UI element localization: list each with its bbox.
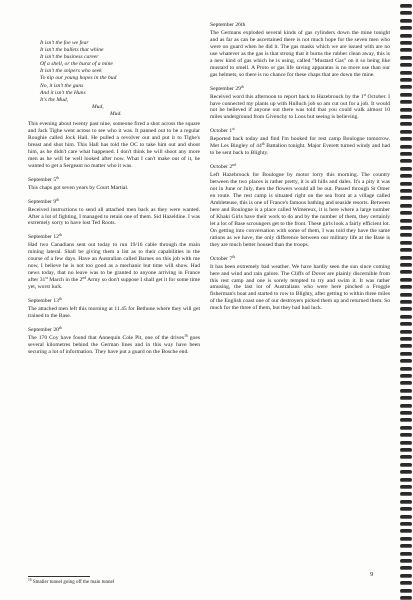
- binding-ring: [400, 93, 412, 97]
- binding-ring: [400, 182, 412, 186]
- binding-ring: [400, 167, 412, 171]
- binding-ring: [400, 396, 412, 400]
- binding-ring: [400, 85, 412, 89]
- poem-line: It isn't the business career: [40, 54, 99, 61]
- binding-ring: [400, 56, 412, 60]
- page-number: 9: [370, 571, 374, 578]
- binding-ring: [400, 566, 412, 570]
- binding-ring: [400, 233, 412, 237]
- diary-entry: [28, 234, 200, 291]
- binding-ring: [400, 100, 412, 104]
- binding-ring: [400, 352, 412, 356]
- entry-text: Reported back today and find I'm booked for rest camp Boulogne tomorrow. Met Les Bingley of 44th Battalion tonight. Major Everett turned windy and had to be sent back to Blighty.: [210, 136, 390, 157]
- spiral-binding: [399, 0, 413, 600]
- diary-entry: [28, 327, 200, 356]
- binding-ring: [400, 34, 412, 38]
- binding-ring: [400, 241, 412, 245]
- right-column: [210, 22, 390, 312]
- entry-text: Had two Canadians sent out today to run 19/16 cable through the main mining lateral. Shall be giving them a list as to their capabilities in the course of a few days. Have an Australian called Barnes on this job with me now, I believe he is not too good as a mechanic but time will show. Had news today, that no leave was to be granted to anyone arriving in France after 31st March in the 2nd Army so don't suppose I shall get it for some time yet, worst luck.: [28, 242, 200, 291]
- binding-ring: [400, 455, 412, 459]
- binding-ring: [400, 581, 412, 585]
- binding-ring: [400, 492, 412, 496]
- poem-line: To nip our young hopes in the bud: [40, 75, 117, 82]
- intro-paragraph: This evening about twenty past nine, someone fired a shot across the square and Jack Tighe went across to see who it was. It panned out to be a regular Roughie called Jock Hall. He pulled a revolver out and put it to Tighe's breast and shot him. This Hall has told the OC to take him out and shoot him, as he didn't care what happened. I don't think he will shoot any more men as he will be well looked after now. What I can't make out of it, he wanted to get a Sergeant no matter who it was.: [28, 121, 200, 169]
- binding-ring: [400, 137, 412, 141]
- binding-ring: [400, 226, 412, 230]
- diary-entry: [28, 177, 200, 192]
- binding-ring: [400, 433, 412, 437]
- binding-ring: [400, 122, 412, 126]
- binding-ring: [400, 574, 412, 578]
- binding-ring: [400, 285, 412, 289]
- entry-date: September 29th: [210, 84, 244, 92]
- entry-text: The attached men left this morning at 11.45 for Bethune where they will get trained to the Base.: [28, 306, 200, 319]
- entry-date: September 13th: [28, 297, 62, 305]
- binding-ring: [400, 307, 412, 311]
- binding-ring: [400, 537, 412, 541]
- binding-ring: [400, 189, 412, 193]
- entry-date: September 9th: [28, 197, 59, 205]
- binding-ring: [400, 485, 412, 489]
- binding-ring: [400, 322, 412, 326]
- binding-ring: [400, 293, 412, 297]
- binding-ring: [400, 196, 412, 200]
- binding-ring: [400, 500, 412, 504]
- binding-ring: [400, 389, 412, 393]
- entry-text: It has been extremely bad weather. We have hardly seen the sun since coming here and wind and rain galore. The Cliffs of Dover are plainly discernible from this rest camp and one is sorely tempted to try and swim it. It was rather amusing, the last lot of Australians who were here pinched a Froggie fisherman's boat and started to row to Blighty, after getting to within three miles of the English coast one of our destroyers picked them up and returned them. So much for the three of them, but they had bad luck.: [210, 263, 390, 312]
- diary-entry: [28, 298, 200, 320]
- entry-date: October 1st: [210, 127, 235, 135]
- entry-date: September 5th: [28, 175, 59, 183]
- binding-ring: [400, 26, 412, 30]
- footnote: $^{16}$ Smaller tunnel going off the main tunnel: [28, 578, 115, 585]
- binding-ring: [400, 300, 412, 304]
- binding-ring: [400, 418, 412, 422]
- binding-ring: [400, 515, 412, 519]
- binding-ring: [400, 589, 412, 593]
- diary-entry: [210, 256, 390, 313]
- binding-ring: [400, 159, 412, 163]
- poem-line: It's the Mud,: [40, 96, 69, 103]
- binding-ring: [400, 559, 412, 563]
- binding-ring: [400, 41, 412, 45]
- binding-ring: [400, 529, 412, 533]
- left-column: [28, 22, 200, 356]
- diary-entry: [210, 22, 390, 79]
- binding-ring: [400, 470, 412, 474]
- binding-ring: [400, 78, 412, 82]
- binding-ring: [400, 270, 412, 274]
- binding-ring: [400, 330, 412, 334]
- binding-ring: [400, 19, 412, 23]
- binding-ring: [400, 426, 412, 430]
- binding-ring: [400, 478, 412, 482]
- binding-ring: [400, 507, 412, 511]
- binding-ring: [400, 404, 412, 408]
- entry-text: Left Hazebrouck for Boulogne by motor lorry this morning. The country between the two places is rather pretty, it is all hills and dales. It's a pity it was not in June or July, then the flowers would all be out. Passed through St Omer en route. The rest camp is situated right on the sea front at a village called Ambleteuse, this is one of France's famous bathing and seaside resorts. Between here and Boulogne is a place called Wimereux, it is here where a large number of Khaki Girls have their work to do and by the number of them, they certainly let a lot of Base scroungers get to the front. These girls look a fairly efficient lot. On getting into conversation with some of them, I was told they have the same rations as we have, the only difference between our military life at the Base is they are much better housed than the troops.: [210, 172, 390, 248]
- poem-line: Of a shell, or the burst of a mine: [40, 61, 113, 68]
- binding-ring: [400, 463, 412, 467]
- binding-ring: [400, 411, 412, 415]
- entry-text: This chaps got seven years by Court Martial.: [28, 184, 129, 191]
- binding-ring: [400, 4, 412, 8]
- binding-ring: [400, 219, 412, 223]
- entry-date: September 12th: [28, 233, 62, 241]
- footnote-rule: [28, 576, 90, 577]
- entry-text: Received word this afternoon to report back to Hazebrouck by the 1st October. I have connected my plants up with Hulluch job so am cut out for a job. It would not be believed if anyone out there was told that you could walk almost 10 miles underground from Givenchy to Loos but seeing is believing.: [210, 92, 391, 121]
- binding-ring: [400, 115, 412, 119]
- binding-ring: [400, 374, 412, 378]
- binding-ring: [400, 337, 412, 341]
- entry-text: The 170 Coy have found that Annequin Cole Pit, one of the drives$^{16}$ goes several kilometres behind the German lines and in this way have been securing a lot of information. They have put a guard on the Bosche end.: [28, 333, 200, 355]
- diary-entry: [210, 128, 390, 157]
- binding-ring: [400, 315, 412, 319]
- binding-ring: [400, 596, 412, 600]
- binding-ring: [400, 278, 412, 282]
- poem-line: Mud,: [92, 103, 104, 110]
- entry-text: The Germans exploded several kinds of gas cylinders down the mine tonight and as far as can be ascertained there is not much hope for the seven men who were on guard when he did it. The gas masks which we are issued with are no use whatever as the gas is that strong that it burns the rubber clean away, this is a new kind of gas which he is using, called "Mustard Gas" on it so being like mustard to smell. A Proto or gas life saving apparatus is no more use than our gas helmets, so there is no chance for these chaps that are down the mine.: [210, 29, 390, 78]
- binding-ring: [400, 359, 412, 363]
- poem-line: Mud.: [110, 110, 122, 117]
- binding-ring: [400, 204, 412, 208]
- entry-date: September 26th: [210, 22, 246, 28]
- diary-entry: [210, 86, 390, 122]
- binding-ring: [400, 145, 412, 149]
- diary-entry: [210, 164, 390, 248]
- binding-ring: [400, 130, 412, 134]
- binding-ring: [400, 174, 412, 178]
- entry-text: Received instructions to send all attached men back as they were wanted. After a lot of fighting, I managed to retain one of them. Sid Hazeldine. I was extremely sorry to have lost Ted Roots.: [28, 206, 200, 227]
- poem-line: It isn't the bullets that whine: [40, 47, 104, 54]
- binding-ring: [400, 367, 412, 371]
- binding-ring: [400, 381, 412, 385]
- diary-entry: [28, 199, 200, 228]
- binding-ring: [400, 11, 412, 15]
- binding-ring: [400, 48, 412, 52]
- entry-date: September 20th: [28, 325, 62, 333]
- binding-ring: [400, 344, 412, 348]
- binding-ring: [400, 256, 412, 260]
- binding-ring: [400, 108, 412, 112]
- binding-ring: [400, 522, 412, 526]
- binding-ring: [400, 152, 412, 156]
- binding-ring: [400, 263, 412, 267]
- poem-line: It isn't the foe we fear: [40, 40, 89, 46]
- binding-ring: [400, 211, 412, 215]
- binding-ring: [400, 552, 412, 556]
- binding-ring: [400, 448, 412, 452]
- poem-line: And it isn't the Huns: [40, 89, 86, 96]
- poem-line: No, it isn't the guns: [40, 82, 84, 89]
- entry-date: October 2nd: [210, 163, 236, 171]
- poem-line: It isn't the snipers who seek: [40, 68, 102, 75]
- binding-ring: [400, 248, 412, 252]
- binding-ring: [400, 441, 412, 445]
- binding-ring: [400, 63, 412, 67]
- poem: [40, 40, 200, 118]
- binding-ring: [400, 544, 412, 548]
- binding-ring: [400, 71, 412, 75]
- entry-date: October 7th: [210, 254, 236, 262]
